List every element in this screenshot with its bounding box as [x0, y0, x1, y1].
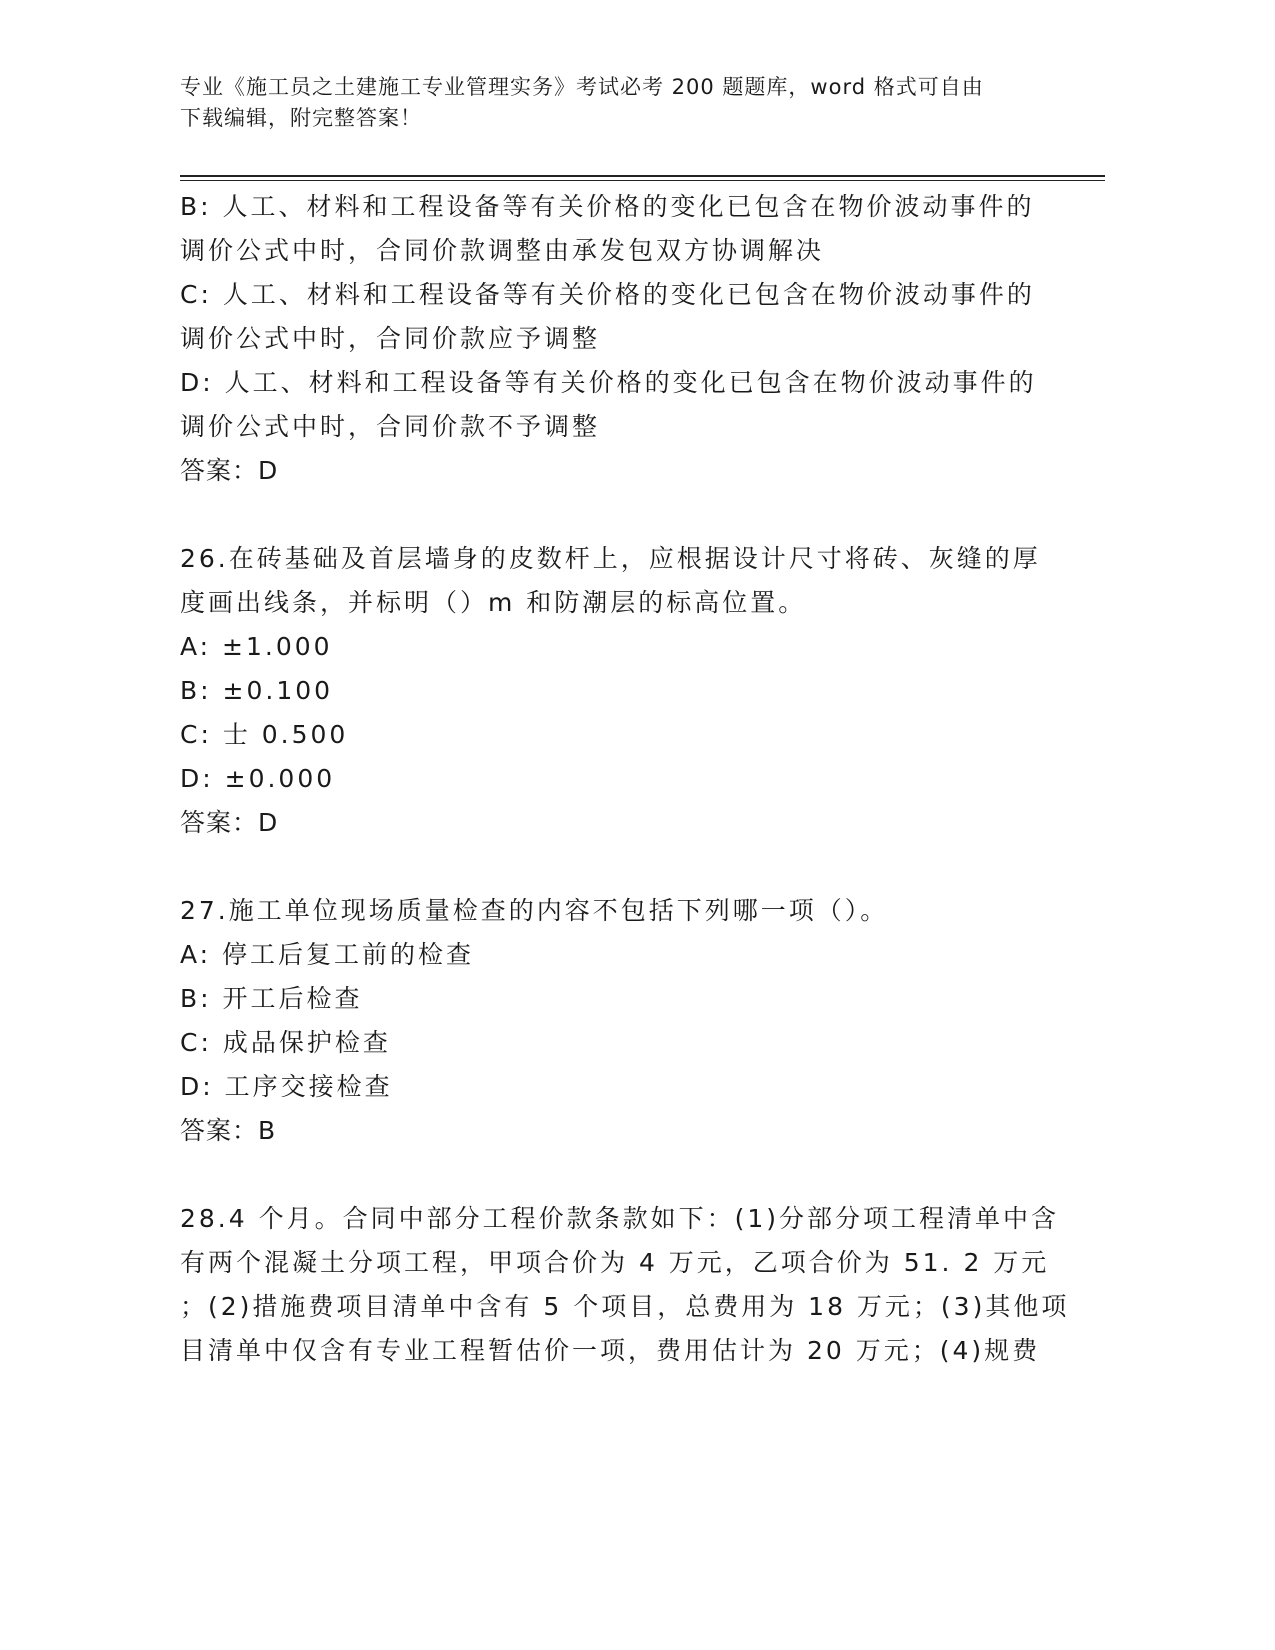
option-d: D: ±0.000 — [180, 764, 336, 793]
spacer — [180, 845, 1050, 889]
option-c-line-2: 调价公式中时，合同价款应予调整 — [180, 324, 601, 353]
header-rule-thick — [180, 175, 1105, 177]
option-d-line-1: D: 人工、材料和工程设备等有关价格的变化已包含在物价波动事件的 — [180, 368, 1037, 397]
question-stem-line-2: 度画出线条，并标明（）m 和防潮层的标高位置。 — [180, 588, 807, 617]
document-body — [180, 185, 1070, 1373]
question-25 — [180, 185, 1050, 493]
header-line-1: 专业《施工员之土建施工专业管理实务》考试必考 200 题题库，word 格式可自由 — [180, 75, 984, 99]
question-stem: 27.施工单位现场质量检查的内容不包括下列哪一项（）。 — [180, 896, 889, 925]
question-text-line-2: 有两个混凝土分项工程，甲项合价为 4 万元，乙项合价为 51. 2 万元 — [180, 1248, 1050, 1277]
question-text-line-4: 目清单中仅含有专业工程暂估价一项，费用估计为 20 万元；(4)规费 — [180, 1336, 1041, 1365]
option-d: D: 工序交接检查 — [180, 1072, 393, 1101]
question-text-line-3: ；(2)措施费项目清单中含有 5 个项目，总费用为 18 万元；(3)其他项 — [180, 1292, 1070, 1321]
header-line-2: 下载编辑，附完整答案！ — [180, 106, 422, 130]
option-d-line-2: 调价公式中时，合同价款不予调整 — [180, 412, 601, 441]
option-c: C: 成品保护检查 — [180, 1028, 391, 1057]
option-a: A: 停工后复工前的检查 — [180, 940, 475, 969]
answer: 答案：D — [180, 456, 279, 485]
question-27 — [180, 889, 1050, 1153]
question-stem-line-1: 26.在砖基础及首层墙身的皮数杆上，应根据设计尺寸将砖、灰缝的厚 — [180, 544, 1041, 573]
question-text-line-1: 28.4 个月。合同中部分工程价款条款如下：(1)分部分项工程清单中含 — [180, 1204, 1060, 1233]
document-header — [180, 72, 1040, 134]
spacer — [180, 493, 1050, 537]
header-rule-thin — [180, 180, 1105, 181]
spacer — [180, 1153, 1050, 1197]
answer: 答案：D — [180, 808, 279, 837]
option-b-line-2: 调价公式中时，合同价款调整由承发包双方协调解决 — [180, 236, 825, 265]
option-c-line-1: C: 人工、材料和工程设备等有关价格的变化已包含在物价波动事件的 — [180, 280, 1035, 309]
option-c: C: 士 0.500 — [180, 720, 349, 749]
option-a: A: ±1.000 — [180, 632, 333, 661]
question-26 — [180, 537, 1050, 845]
answer: 答案：B — [180, 1116, 277, 1145]
option-b: B: ±0.100 — [180, 676, 334, 705]
option-b: B: 开工后检查 — [180, 984, 363, 1013]
option-b-line-1: B: 人工、材料和工程设备等有关价格的变化已包含在物价波动事件的 — [180, 192, 1035, 221]
question-28 — [180, 1197, 1070, 1373]
